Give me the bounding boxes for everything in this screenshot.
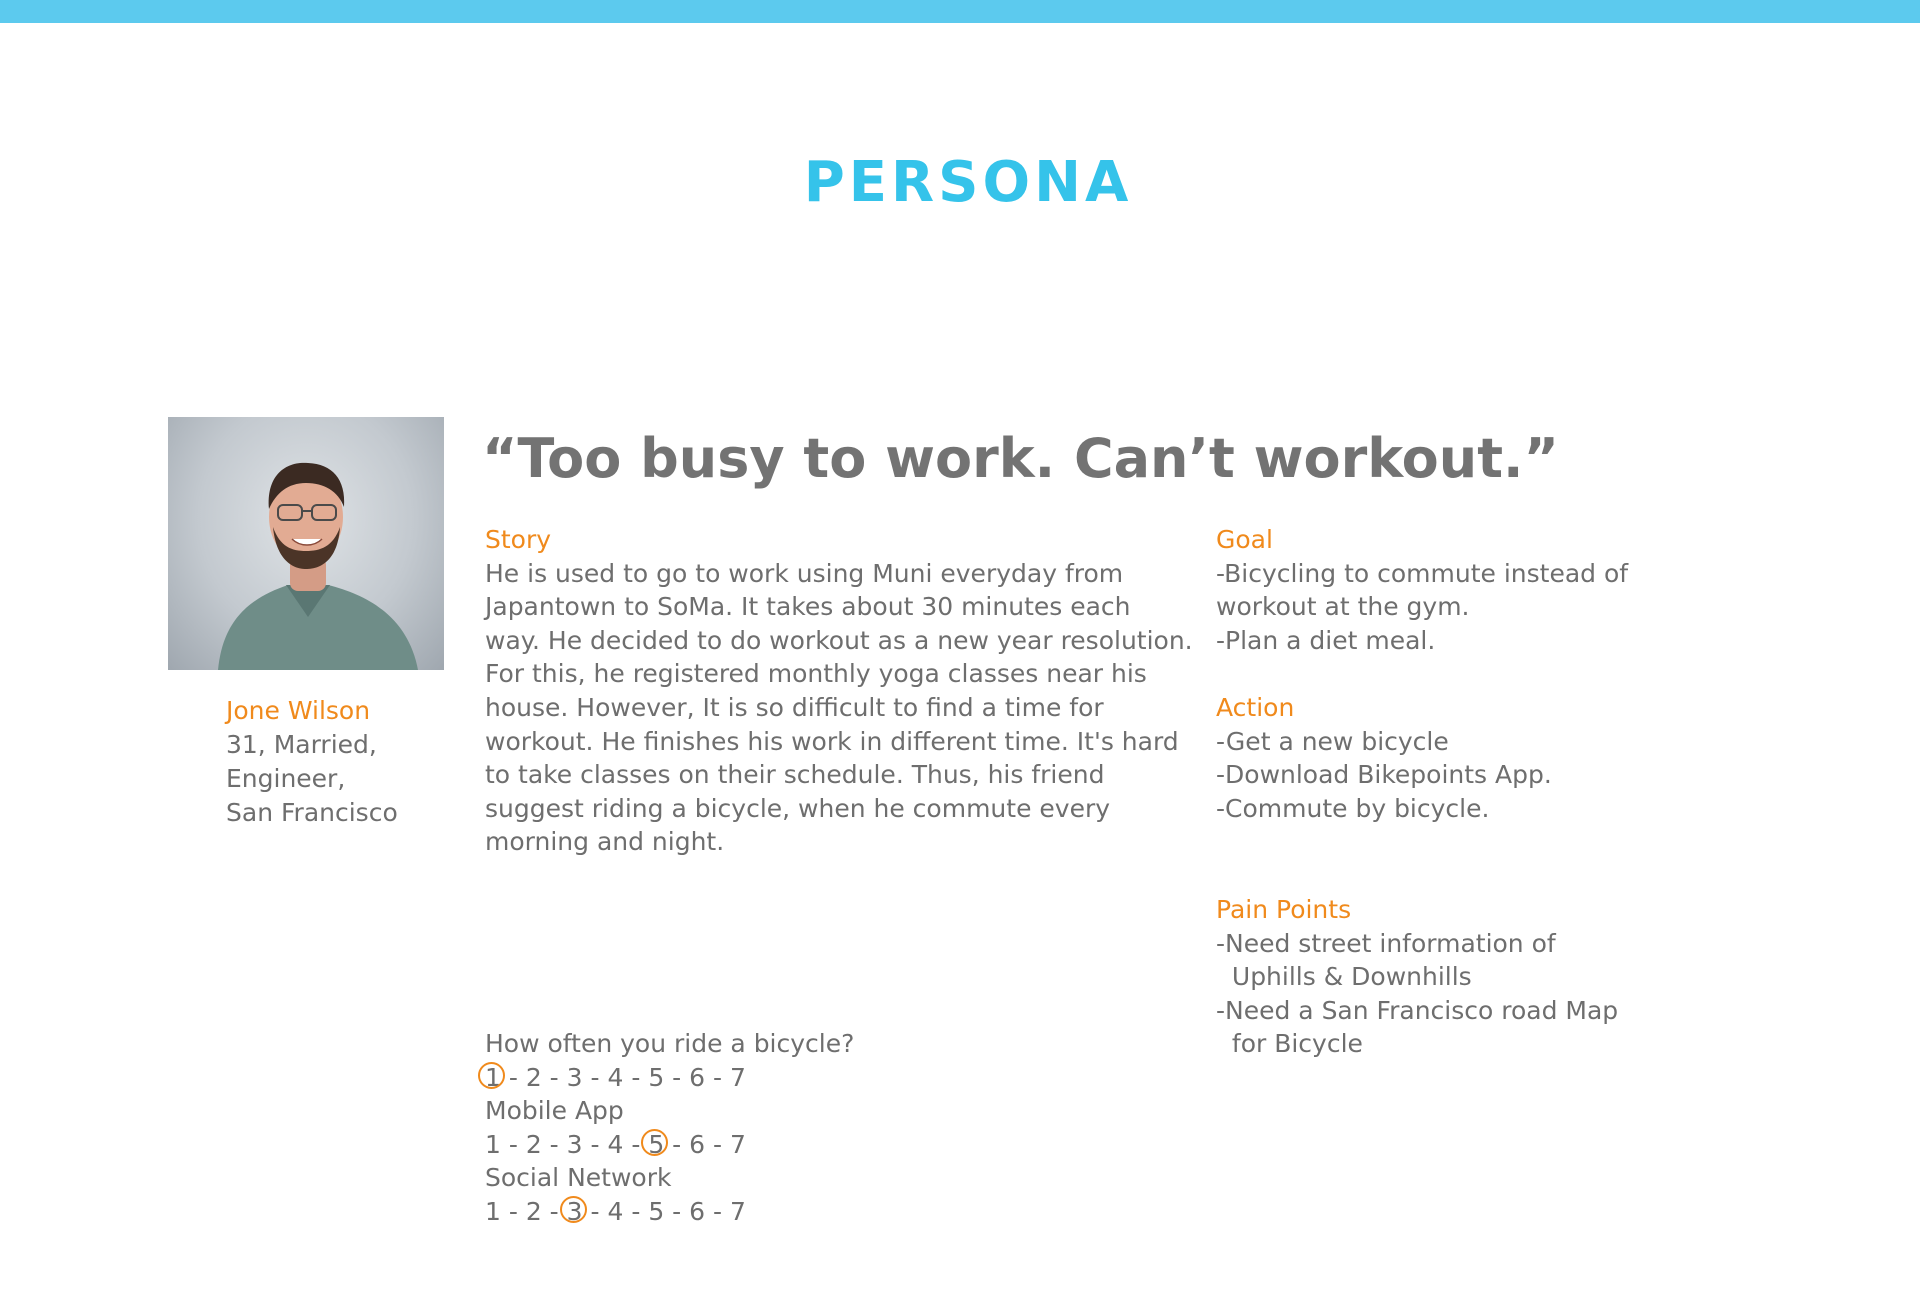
scale-value: 6 <box>689 1129 706 1159</box>
scale-separator: - <box>582 1196 608 1226</box>
rating-scale <box>485 1061 854 1095</box>
goal-line: -Plan a diet meal. <box>1216 625 1436 655</box>
rating-scale <box>485 1128 854 1162</box>
goal-line: workout at the gym. <box>1216 592 1470 622</box>
story-line: workout. He finishes his work in different time. It's hard <box>485 726 1179 756</box>
survey-question-label: Social Network <box>485 1163 672 1193</box>
persona-name: Jone Wilson <box>226 696 371 725</box>
survey-question-label: Mobile App <box>485 1096 624 1126</box>
pain-points-heading: Pain Points <box>1216 895 1352 924</box>
scale-value-selected: 1 <box>485 1061 501 1095</box>
action-line: -Commute by bicycle. <box>1216 793 1490 823</box>
scale-value: 6 <box>689 1196 706 1226</box>
pain-point-line: for Bicycle <box>1216 1029 1363 1059</box>
scale-value: 7 <box>729 1129 746 1159</box>
scale-value-selected: 3 <box>567 1195 583 1229</box>
scale-value: 7 <box>729 1062 746 1092</box>
scale-separator: - <box>623 1196 649 1226</box>
scale-value: 5 <box>648 1196 665 1226</box>
action-heading: Action <box>1216 693 1295 722</box>
story-line: For this, he registered monthly yoga classes near his <box>485 659 1147 689</box>
scale-value: 3 <box>566 1062 583 1092</box>
pain-point-line: -Need a San Francisco road Map <box>1216 995 1619 1025</box>
scale-separator: - <box>582 1129 608 1159</box>
story-line: way. He decided to do workout as a new year resolution. <box>485 625 1193 655</box>
scale-value: 3 <box>566 1129 583 1159</box>
persona-detail-location: San Francisco <box>226 798 398 827</box>
persona-detail-occupation: Engineer, <box>226 764 346 793</box>
page-title: PERSONA <box>803 150 1133 215</box>
scale-separator: - <box>664 1129 690 1159</box>
action-section <box>1216 691 1656 825</box>
rating-scale <box>485 1195 854 1229</box>
scale-value: 7 <box>729 1196 746 1226</box>
scale-separator: - <box>705 1129 730 1159</box>
scale-separator: - <box>664 1062 690 1092</box>
scale-separator: - <box>623 1062 649 1092</box>
scale-separator: - <box>500 1062 526 1092</box>
pain-point-line: -Need street information of <box>1216 928 1556 958</box>
scale-value: 4 <box>607 1196 624 1226</box>
scale-separator: - <box>500 1129 526 1159</box>
persona-profile <box>226 694 398 830</box>
survey-question-label: How often you ride a bicycle? <box>485 1029 855 1058</box>
story-line: to take classes on their schedule. Thus, his friend <box>485 760 1105 790</box>
scale-separator: - <box>582 1062 608 1092</box>
story-line: Japantown to SoMa. It takes about 30 minutes each <box>485 592 1131 622</box>
scale-separator: - <box>500 1196 526 1226</box>
scale-separator: - <box>664 1196 690 1226</box>
top-accent-bar <box>0 0 1920 23</box>
goal-line: -Bicycling to commute instead of <box>1216 558 1629 588</box>
goal-section <box>1216 523 1656 657</box>
story-line: He is used to go to work using Muni everyday from <box>485 558 1124 588</box>
goal-heading: Goal <box>1216 525 1273 554</box>
scale-value: 4 <box>607 1062 624 1092</box>
scale-value: 2 <box>525 1196 542 1226</box>
scale-value: 2 <box>525 1062 542 1092</box>
pain-points-section <box>1216 893 1656 1061</box>
scale-separator: - <box>623 1129 649 1159</box>
scale-separator: - <box>705 1062 730 1092</box>
story-line: suggest riding a bicycle, when he commute every <box>485 793 1111 823</box>
persona-detail-age: 31, Married, <box>226 730 377 759</box>
avatar <box>168 417 444 670</box>
story-line: morning and night. <box>485 827 725 857</box>
persona-quote: “Too busy to work. Can’t workout.” <box>482 427 1560 490</box>
pain-point-line: Uphills & Downhills <box>1216 962 1472 992</box>
scale-separator: - <box>541 1196 567 1226</box>
scale-value: 1 <box>485 1196 501 1226</box>
scale-separator: - <box>705 1196 730 1226</box>
story-line: house. However, It is so difficult to find a time for <box>485 692 1104 722</box>
persona-photo-icon <box>168 417 444 670</box>
scale-value: 4 <box>607 1129 624 1159</box>
scale-value: 6 <box>689 1062 706 1092</box>
scale-value: 1 <box>485 1129 501 1159</box>
survey-section <box>485 1027 854 1229</box>
action-line: -Get a new bicycle <box>1216 726 1449 756</box>
scale-separator: - <box>541 1129 567 1159</box>
story-section <box>485 523 1205 859</box>
action-line: -Download Bikepoints App. <box>1216 760 1552 790</box>
scale-separator: - <box>541 1062 567 1092</box>
scale-value: 5 <box>648 1062 665 1092</box>
scale-value: 2 <box>525 1129 542 1159</box>
scale-value-selected: 5 <box>648 1128 664 1162</box>
story-heading: Story <box>485 525 552 554</box>
